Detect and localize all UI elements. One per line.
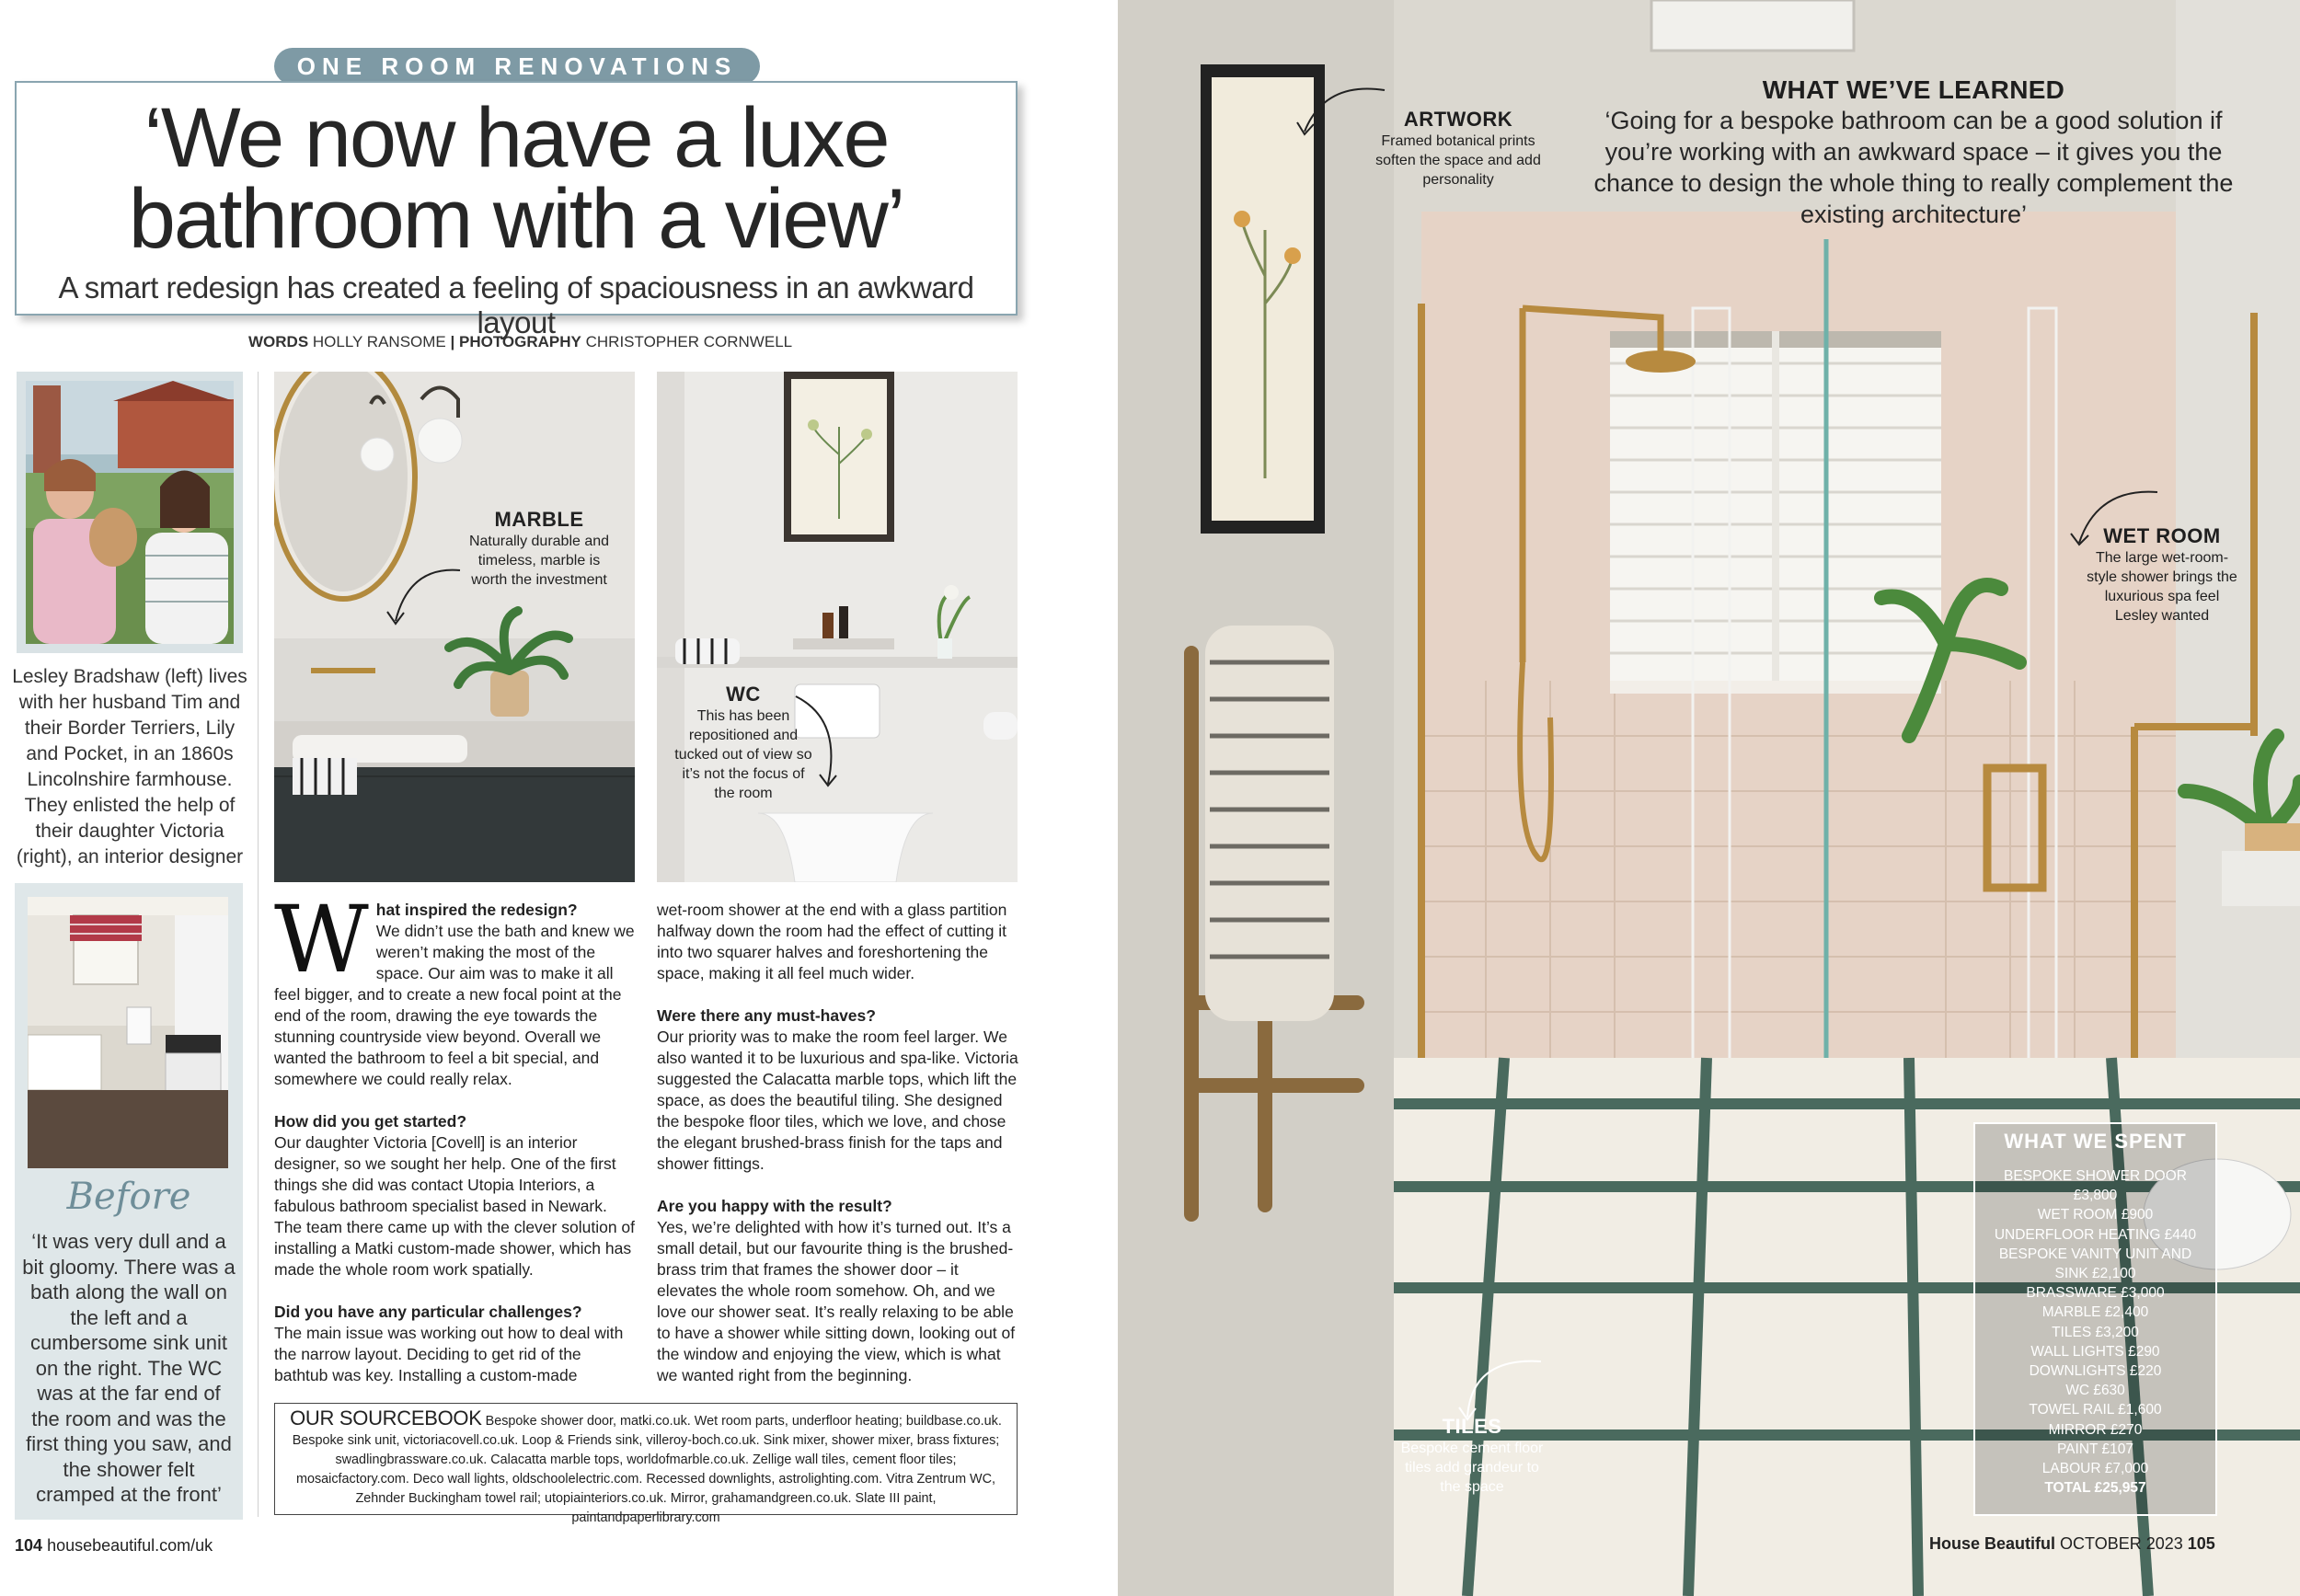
spent-list	[1975, 1166, 2215, 1498]
spent-line: LABOUR £7,000	[2041, 1461, 2149, 1477]
spent-line: £3,800	[2073, 1188, 2118, 1204]
photo-name: CHRISTOPHER CORNWELL	[585, 333, 793, 350]
section-kicker: ONE ROOM RENOVATIONS	[274, 48, 760, 85]
question-4: Were there any must-haves?	[657, 1006, 876, 1025]
marble-annotation-text: Naturally durable and timeless, marble is worth the investment	[468, 534, 610, 588]
wc-annotation-text: This has been repositioned and tucked out of view so it’s not the focus of the room	[674, 708, 812, 801]
wc-arrow	[791, 692, 846, 793]
tiles-annotation	[1394, 1415, 1550, 1497]
learned-text: ‘Going for a bespoke bathroom can be a good solution if you’re working with an awkward space – it gives you the chance to design the whole thing to really complement the existing architecture’	[1593, 107, 2234, 228]
spent-line: MARBLE £2,400	[2041, 1304, 2149, 1321]
question-3: Did you have any particular challenges?	[274, 1303, 582, 1321]
right-magazine-name: House Beautiful	[1929, 1534, 2056, 1553]
words-label: WORDS	[248, 333, 309, 350]
byline-separator: |	[450, 333, 455, 350]
learned-title: WHAT WE’VE LEARNED	[1762, 75, 2065, 104]
spent-line: UNDERFLOOR HEATING £440	[1994, 1226, 2197, 1243]
artwork-annotation	[1375, 108, 1541, 189]
standfirst: A smart redesign has created a feeling of spaciousness in an awkward layout	[58, 270, 974, 339]
spent-line: WET ROOM £900	[2037, 1207, 2154, 1223]
left-site-url: housebeautiful.com/uk	[47, 1536, 213, 1555]
sourcebook-text: Bespoke shower door, matki.co.uk. Wet room parts, underfloor heating; buildbase.co.uk. Bespoke sink unit, victoriacovell.co.uk. Loop & Friends sink, villeroy-boch.co.uk. Sink mixer, shower mixer, brass fixtures; swadlingbrassware.co.uk. Calacatta marble tops, worldofmarble.co.uk. Zellige wall tiles, cement floor tiles; mosaicfactory.com. Deco wall lights, oldschoolelectric.com. Recessed downlights, astrolighting.com. Vitra Zentrum WC, Zehnder Buckingham towel rail; utopiainteriors.co.uk. Mirror, grahamandgreen.co.uk. Slate III paint, paintandpaperlibrary.com	[292, 1414, 1002, 1525]
wc-annotation-title: WC	[726, 683, 761, 706]
tiles-annotation-text: Bespoke cement floor tiles add grandeur to the space	[1400, 1441, 1544, 1495]
before-photo	[28, 897, 228, 1168]
spent-line: DOWNLIGHTS £220	[2029, 1363, 2162, 1380]
artwork-annotation-text: Framed botanical prints soften the space and add personality	[1375, 133, 1541, 188]
wet-room-annotation-title: WET ROOM	[2103, 524, 2221, 547]
photo-label: PHOTOGRAPHY	[459, 333, 581, 350]
portrait-photo	[17, 372, 243, 653]
spent-line: WALL LIGHTS £290	[2030, 1343, 2160, 1360]
what-we-spent-box	[1973, 1122, 2217, 1516]
learned-panel	[1592, 75, 2236, 230]
answer-5: Yes, we’re delighted with how it’s turned out. It’s a small detail, but our favourite thing is the brushed-brass trim that frames the shower door – it elevates the whole room somehow. Oh, and we love our shower seat. It’s really relaxing to be able to have a shower while sitting down, looking out of the window and enjoying the view, which is what we wanted right from the beginning.	[657, 1218, 1016, 1384]
wet-room-annotation-text: The large wet-room-style shower brings the luxurious spa feel Lesley wanted	[2087, 550, 2237, 624]
spent-title: WHAT WE SPENT	[2004, 1130, 2187, 1153]
spent-line: TILES £3,200	[2052, 1324, 2139, 1340]
left-page-number: 104	[15, 1536, 43, 1555]
marble-annotation-title: MARBLE	[494, 508, 584, 531]
spent-line: WC £630	[2065, 1383, 2125, 1399]
right-page-number: 105	[2187, 1534, 2215, 1553]
answer-3: The main issue was working out how to deal with the narrow layout. Deciding to get rid of the bathtub was key. Installing a custom-made	[274, 1324, 624, 1384]
spent-line: TOTAL £25,957	[2044, 1480, 2146, 1497]
answer-3-continued: wet-room shower at the end with a glass partition halfway down the room had the effect of cutting it into two squarer halves and foreshortening the space, making it all feel much wider.	[657, 901, 1007, 982]
column-divider	[258, 372, 259, 1517]
spent-line: BESPOKE SHOWER DOOR	[2004, 1168, 2187, 1184]
headline-box	[15, 81, 1018, 339]
marble-arrow	[373, 561, 465, 635]
before-title: Before	[66, 1176, 191, 1218]
answer-4: Our priority was to make the room feel larger. We also wanted it to be luxurious and spa-like. Victoria suggested the Calacatta marble tops, which lift the space, as does the beautiful tiling. She designed the bespoke floor tiles, which we love, and chose the elegant brushed-brass finish for the taps and shower fittings.	[657, 1028, 1018, 1173]
answer-1: We didn’t use the bath and knew we weren’t making the most of the space. Our aim was to make it all feel bigger, and to create a new focal point at the end of the room, drawing the eye towards the stunning countryside view beyond. Overall we wanted the bathroom to feel a bit special, and somewhere we could really relax.	[274, 922, 635, 1088]
answer-2: Our daughter Victoria [Covell] is an interior designer, so we sought her help. One of the first things she did was contact Utopia Interiors, a fabulous bathroom specialist based in Newark. The team there came up with the clever solution of installing a Matki custom-made shower, which has made the whole room work spatially.	[274, 1133, 636, 1279]
drop-cap: W	[274, 886, 369, 993]
marble-annotation	[462, 508, 616, 590]
left-folio	[15, 1536, 213, 1556]
spent-line: BESPOKE VANITY UNIT AND	[1998, 1246, 2192, 1262]
question-1: hat inspired the redesign?	[375, 901, 578, 919]
sourcebook-title: OUR SOURCEBOOK	[290, 1407, 482, 1430]
tiles-arrow	[1444, 1352, 1546, 1426]
spent-line: TOWEL RAIL £1,600	[2029, 1402, 2162, 1418]
artwork-annotation-title: ARTWORK	[1403, 108, 1513, 131]
wet-room-arrow	[2061, 488, 2162, 552]
portrait-caption: Lesley Bradshaw (left) lives with her husband Tim and their Border Terriers, Lily and Pocket, in an 1860s Lincolnshire farmhouse. They enlisted the help of their daughter Victoria (right), an interior designer	[12, 666, 247, 867]
question-2: How did you get started?	[274, 1112, 467, 1131]
byline	[248, 333, 792, 351]
before-quote: ‘It was very dull and a bit gloomy. There was a bath along the wall on the left and a cumbersome sink unit on the right. The WC was at the far end of the room and was the first thing you saw, and the shower felt cramped at the front’	[22, 1230, 236, 1506]
artwork-arrow	[1288, 81, 1389, 145]
wc-photo	[657, 372, 1018, 882]
question-5: Are you happy with the result?	[657, 1197, 892, 1215]
article-column-2	[657, 900, 1020, 1407]
tiles-annotation-title: TILES	[1442, 1415, 1502, 1438]
spent-line: BRASSWARE £3,000	[2026, 1285, 2165, 1302]
left-page	[0, 0, 1115, 1596]
article-column-1	[274, 886, 638, 1407]
headline: ‘We now have a luxe bathroom with a view’	[128, 91, 904, 266]
spent-line: PAINT £107	[2056, 1441, 2133, 1457]
sourcebook-box	[274, 1403, 1018, 1525]
right-folio	[1929, 1534, 2215, 1554]
right-issue: OCTOBER 2023	[2060, 1534, 2183, 1553]
spent-line: MIRROR £270	[2048, 1421, 2143, 1438]
words-name: HOLLY RANSOME	[312, 333, 446, 350]
spent-line: SINK £2,100	[2054, 1266, 2136, 1282]
